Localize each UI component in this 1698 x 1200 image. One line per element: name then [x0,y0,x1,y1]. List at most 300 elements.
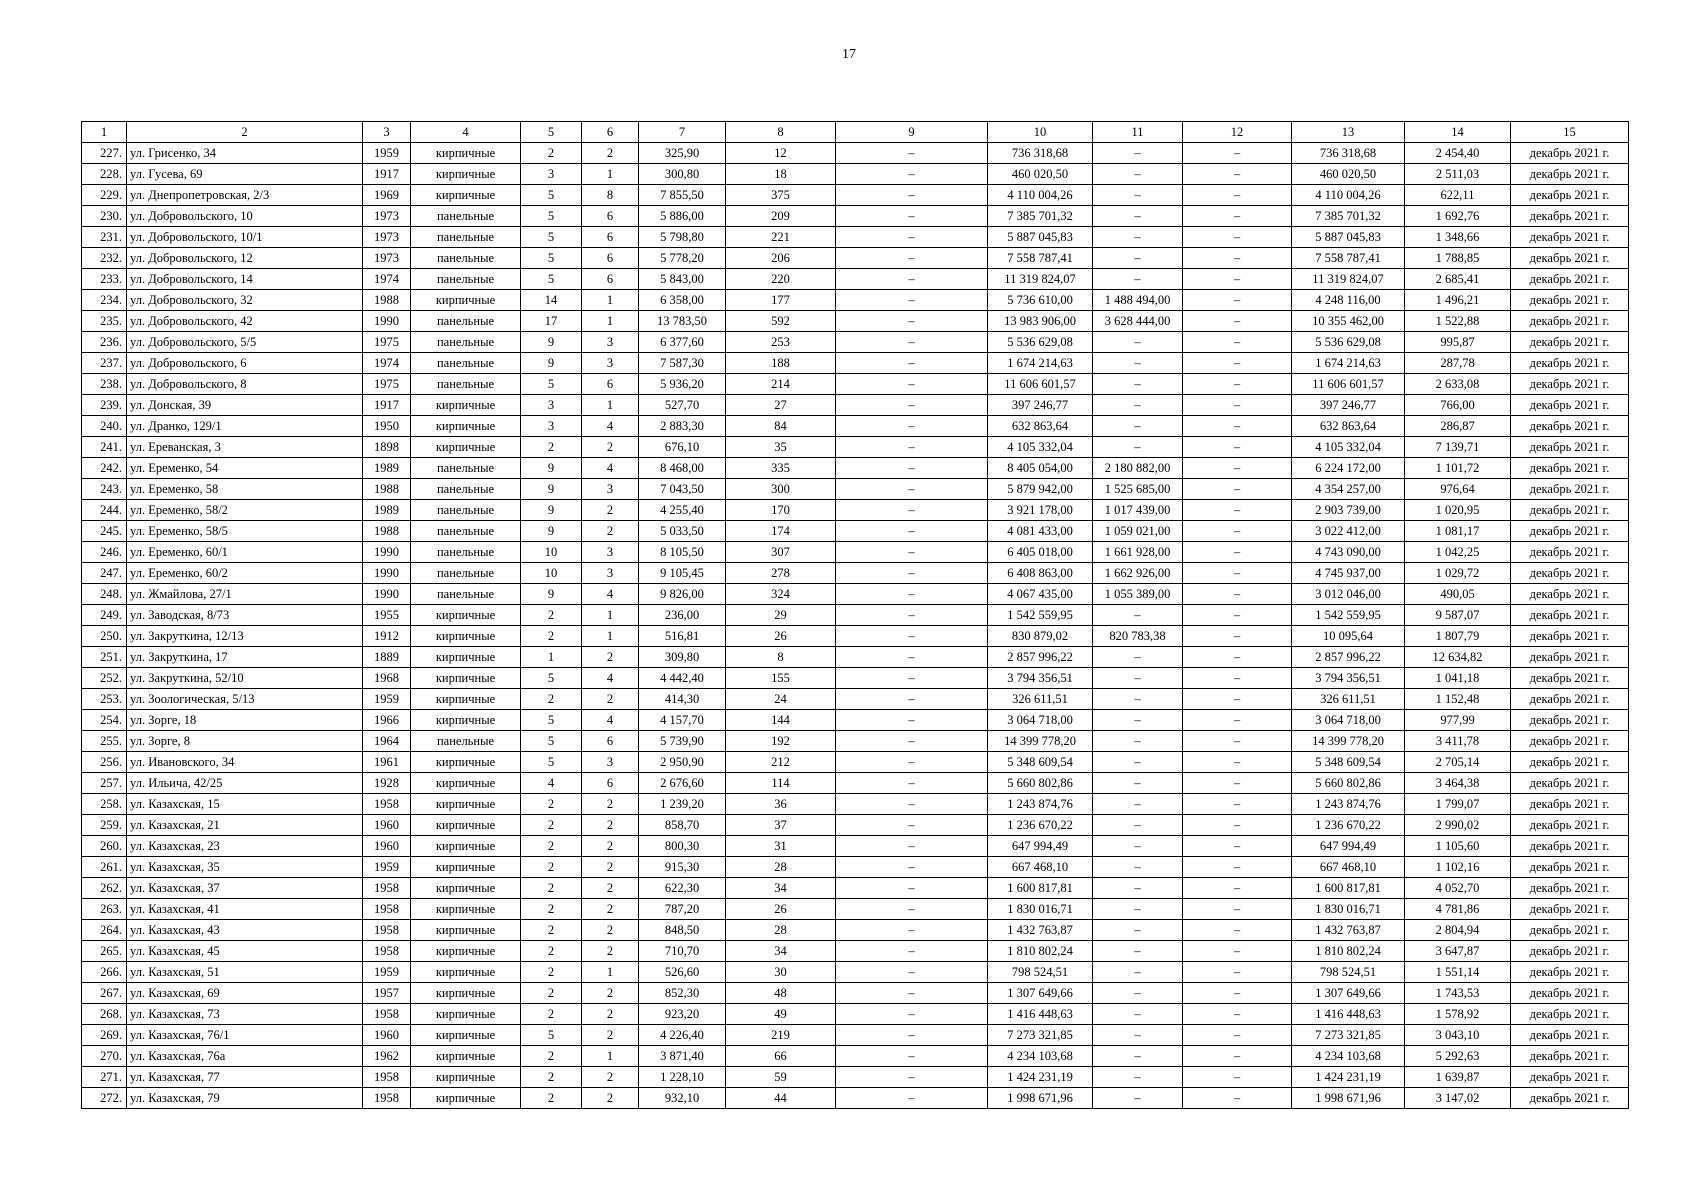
table-cell-col-14: 3 147,02 [1405,1088,1511,1109]
table-cell-col-11: – [1093,731,1183,752]
table-cell-col-6: 2 [582,521,639,542]
table-cell-col-5: 9 [521,353,582,374]
table-cell-col-8: 49 [726,1004,836,1025]
table-cell-col-13: 3 064 718,00 [1292,710,1405,731]
table-cell-col-3: 1959 [363,689,411,710]
table-cell-col-2: ул. Еременко, 58/2 [127,500,363,521]
table-cell-col-13: 10 355 462,00 [1292,311,1405,332]
table-cell-col-10: 1 236 670,22 [988,815,1093,836]
table-cell-col-15: декабрь 2021 г. [1511,1067,1629,1088]
table-cell-col-2: ул. Еременко, 54 [127,458,363,479]
table-cell-col-1: 271. [82,1067,127,1088]
table-cell-col-4: кирпичные [411,626,521,647]
table-cell-col-6: 1 [582,311,639,332]
table-cell-col-14: 1 496,21 [1405,290,1511,311]
table-cell-col-4: кирпичные [411,836,521,857]
table-cell-col-3: 1975 [363,374,411,395]
table-cell-col-6: 2 [582,920,639,941]
table-cell-col-14: 1 522,88 [1405,311,1511,332]
table-cell-col-8: 28 [726,857,836,878]
table-cell-col-11: 3 628 444,00 [1093,311,1183,332]
table-cell-col-10: 5 536 629,08 [988,332,1093,353]
table-cell-col-8: 28 [726,920,836,941]
table-cell-col-11: 820 783,38 [1093,626,1183,647]
table-cell-col-3: 1973 [363,227,411,248]
table-cell-col-13: 460 020,50 [1292,164,1405,185]
table-cell-col-13: 1 432 763,87 [1292,920,1405,941]
table-cell-col-6: 2 [582,647,639,668]
table-cell-col-13: 3 794 356,51 [1292,668,1405,689]
table-cell-col-15: декабрь 2021 г. [1511,332,1629,353]
table-cell-col-1: 240. [82,416,127,437]
table-row [82,899,1629,920]
table-cell-col-2: ул. Зорге, 8 [127,731,363,752]
table-cell-col-13: 326 611,51 [1292,689,1405,710]
table-row [82,311,1629,332]
table-cell-col-15: декабрь 2021 г. [1511,143,1629,164]
table-cell-col-14: 1 578,92 [1405,1004,1511,1025]
table-cell-col-15: декабрь 2021 г. [1511,290,1629,311]
table-cell-col-1: 229. [82,185,127,206]
table-cell-col-15: декабрь 2021 г. [1511,1046,1629,1067]
table-cell-col-11: 1 661 928,00 [1093,542,1183,563]
table-cell-col-7: 787,20 [639,899,726,920]
table-cell-col-7: 526,60 [639,962,726,983]
table-cell-col-14: 995,87 [1405,332,1511,353]
table-cell-col-3: 1928 [363,773,411,794]
table-cell-col-7: 325,90 [639,143,726,164]
table-cell-col-10: 3 064 718,00 [988,710,1093,731]
table-cell-col-12: – [1183,962,1292,983]
table-cell-col-4: кирпичные [411,1067,521,1088]
table-cell-col-10: 1 998 671,96 [988,1088,1093,1109]
table-cell-col-1: 250. [82,626,127,647]
table-cell-col-14: 1 152,48 [1405,689,1511,710]
table-cell-col-5: 5 [521,248,582,269]
table-cell-col-8: 212 [726,752,836,773]
table-cell-col-4: панельные [411,206,521,227]
table-cell-col-1: 234. [82,290,127,311]
table-cell-col-15: декабрь 2021 г. [1511,395,1629,416]
table-cell-col-5: 14 [521,290,582,311]
table-row [82,563,1629,584]
table-cell-col-8: 307 [726,542,836,563]
table-cell-col-13: 5 887 045,83 [1292,227,1405,248]
table-cell-col-6: 3 [582,542,639,563]
table-cell-col-1: 256. [82,752,127,773]
table-cell-col-12: – [1183,248,1292,269]
table-cell-col-2: ул. Добровольского, 8 [127,374,363,395]
table-cell-col-10: 736 318,68 [988,143,1093,164]
table-cell-col-5: 2 [521,983,582,1004]
table-cell-col-6: 2 [582,500,639,521]
table-cell-col-11: – [1093,185,1183,206]
table-cell-col-8: 66 [726,1046,836,1067]
table-cell-col-13: 1 416 448,63 [1292,1004,1405,1025]
table-cell-col-3: 1988 [363,521,411,542]
table-cell-col-1: 246. [82,542,127,563]
table-cell-col-1: 233. [82,269,127,290]
table-cell-col-1: 232. [82,248,127,269]
table-cell-col-11: 1 059 021,00 [1093,521,1183,542]
table-cell-col-15: декабрь 2021 г. [1511,962,1629,983]
table-cell-col-1: 239. [82,395,127,416]
table-cell-col-10: 830 879,02 [988,626,1093,647]
table-cell-col-4: панельные [411,227,521,248]
table-cell-col-5: 1 [521,647,582,668]
table-cell-col-7: 2 950,90 [639,752,726,773]
table-cell-col-5: 3 [521,164,582,185]
table-cell-col-6: 6 [582,206,639,227]
table-cell-col-3: 1989 [363,458,411,479]
table-cell-col-6: 2 [582,899,639,920]
table-cell-col-5: 5 [521,227,582,248]
table-cell-col-3: 1958 [363,1004,411,1025]
table-cell-col-5: 5 [521,731,582,752]
table-cell-col-14: 1 101,72 [1405,458,1511,479]
table-cell-col-7: 1 228,10 [639,1067,726,1088]
table-cell-col-12: – [1183,647,1292,668]
table-cell-col-6: 4 [582,416,639,437]
table-cell-col-9: – [836,962,988,983]
table-cell-col-11: 2 180 882,00 [1093,458,1183,479]
table-cell-col-2: ул. Казахская, 15 [127,794,363,815]
table-cell-col-12: – [1183,878,1292,899]
table-cell-col-10: 14 399 778,20 [988,731,1093,752]
table-cell-col-5: 9 [521,500,582,521]
table-cell-col-14: 1 692,76 [1405,206,1511,227]
table-cell-col-1: 260. [82,836,127,857]
table-cell-col-7: 527,70 [639,395,726,416]
table-cell-col-1: 261. [82,857,127,878]
table-cell-col-2: ул. Закруткина, 17 [127,647,363,668]
table-row [82,374,1629,395]
table-cell-col-7: 7 855,50 [639,185,726,206]
table-cell-col-9: – [836,920,988,941]
table-cell-col-7: 5 798,80 [639,227,726,248]
table-cell-col-9: – [836,164,988,185]
table-cell-col-12: – [1183,626,1292,647]
table-cell-col-8: 36 [726,794,836,815]
table-cell-col-7: 852,30 [639,983,726,1004]
table-cell-col-3: 1959 [363,962,411,983]
table-cell-col-10: 1 432 763,87 [988,920,1093,941]
table-cell-col-15: декабрь 2021 г. [1511,584,1629,605]
table-cell-col-12: – [1183,332,1292,353]
table-cell-col-9: – [836,227,988,248]
table-cell-col-13: 632 863,64 [1292,416,1405,437]
table-cell-col-7: 5 739,90 [639,731,726,752]
table-cell-col-7: 8 468,00 [639,458,726,479]
table-cell-col-15: декабрь 2021 г. [1511,920,1629,941]
table-cell-col-10: 5 879 942,00 [988,479,1093,500]
table-cell-col-7: 236,00 [639,605,726,626]
table-cell-col-15: декабрь 2021 г. [1511,794,1629,815]
table-cell-col-12: – [1183,1067,1292,1088]
table-cell-col-11: – [1093,437,1183,458]
table-cell-col-3: 1975 [363,332,411,353]
column-header-15: 15 [1511,122,1629,143]
table-row [82,815,1629,836]
table-cell-col-12: – [1183,500,1292,521]
table-cell-col-12: – [1183,983,1292,1004]
table-cell-col-4: кирпичные [411,983,521,1004]
table-cell-col-12: – [1183,227,1292,248]
table-cell-col-3: 1969 [363,185,411,206]
table-cell-col-10: 5 887 045,83 [988,227,1093,248]
table-cell-col-8: 375 [726,185,836,206]
table-cell-col-8: 35 [726,437,836,458]
table-cell-col-10: 6 405 018,00 [988,542,1093,563]
table-cell-col-7: 5 886,00 [639,206,726,227]
table-cell-col-11: – [1093,773,1183,794]
table-cell-col-15: декабрь 2021 г. [1511,668,1629,689]
table-cell-col-2: ул. Казахская, 73 [127,1004,363,1025]
table-cell-col-13: 647 994,49 [1292,836,1405,857]
table-cell-col-12: – [1183,794,1292,815]
table-row [82,941,1629,962]
table-cell-col-5: 17 [521,311,582,332]
table-cell-col-13: 1 307 649,66 [1292,983,1405,1004]
table-row [82,773,1629,794]
table-row [82,353,1629,374]
table-cell-col-1: 230. [82,206,127,227]
table-cell-col-6: 3 [582,353,639,374]
table-cell-col-11: – [1093,353,1183,374]
table-cell-col-5: 2 [521,794,582,815]
table-cell-col-4: панельные [411,584,521,605]
table-cell-col-4: панельные [411,332,521,353]
table-cell-col-6: 3 [582,332,639,353]
table-cell-col-15: декабрь 2021 г. [1511,1088,1629,1109]
table-cell-col-6: 2 [582,1025,639,1046]
table-cell-col-1: 237. [82,353,127,374]
table-cell-col-15: декабрь 2021 г. [1511,479,1629,500]
table-cell-col-5: 2 [521,815,582,836]
table-cell-col-9: – [836,521,988,542]
table-cell-col-12: – [1183,815,1292,836]
table-cell-col-12: – [1183,1004,1292,1025]
table-cell-col-6: 2 [582,143,639,164]
table-cell-col-12: – [1183,479,1292,500]
table-cell-col-13: 736 318,68 [1292,143,1405,164]
column-header-13: 13 [1292,122,1405,143]
table-cell-col-12: – [1183,689,1292,710]
table-cell-col-4: кирпичные [411,1088,521,1109]
table-row [82,500,1629,521]
table-cell-col-15: декабрь 2021 г. [1511,563,1629,584]
table-cell-col-7: 923,20 [639,1004,726,1025]
table-cell-col-6: 8 [582,185,639,206]
table-cell-col-3: 1958 [363,899,411,920]
table-cell-col-7: 5 936,20 [639,374,726,395]
table-cell-col-12: – [1183,374,1292,395]
column-header-3: 3 [363,122,411,143]
table-cell-col-12: – [1183,290,1292,311]
table-cell-col-11: 1 055 389,00 [1093,584,1183,605]
table-cell-col-6: 3 [582,479,639,500]
table-cell-col-2: ул. Казахская, 76а [127,1046,363,1067]
table-cell-col-12: – [1183,836,1292,857]
table-cell-col-6: 2 [582,815,639,836]
table-cell-col-3: 1990 [363,584,411,605]
table-cell-col-13: 798 524,51 [1292,962,1405,983]
table-cell-col-14: 3 043,10 [1405,1025,1511,1046]
table-cell-col-2: ул. Еременко, 58 [127,479,363,500]
table-cell-col-8: 37 [726,815,836,836]
table-cell-col-14: 2 511,03 [1405,164,1511,185]
table-row [82,1025,1629,1046]
table-cell-col-12: – [1183,542,1292,563]
table-cell-col-15: декабрь 2021 г. [1511,311,1629,332]
table-cell-col-6: 6 [582,731,639,752]
table-cell-col-7: 848,50 [639,920,726,941]
table-cell-col-13: 4 105 332,04 [1292,437,1405,458]
table-cell-col-3: 1973 [363,206,411,227]
table-row [82,395,1629,416]
table-cell-col-3: 1955 [363,605,411,626]
table-cell-col-5: 5 [521,206,582,227]
table-cell-col-8: 144 [726,710,836,731]
table-cell-col-2: ул. Казахская, 77 [127,1067,363,1088]
table-cell-col-6: 4 [582,584,639,605]
table-cell-col-14: 976,64 [1405,479,1511,500]
table-cell-col-8: 220 [726,269,836,290]
table-cell-col-4: панельные [411,353,521,374]
table-row [82,962,1629,983]
table-cell-col-7: 1 239,20 [639,794,726,815]
table-cell-col-7: 7 587,30 [639,353,726,374]
table-cell-col-2: ул. Ивановского, 34 [127,752,363,773]
table-cell-col-12: – [1183,899,1292,920]
table-row [82,983,1629,1004]
table-cell-col-13: 4 234 103,68 [1292,1046,1405,1067]
table-row [82,1004,1629,1025]
table-row [82,521,1629,542]
table-cell-col-13: 1 674 214,63 [1292,353,1405,374]
table-cell-col-14: 9 587,07 [1405,605,1511,626]
table-cell-col-6: 1 [582,290,639,311]
table-cell-col-2: ул. Казахская, 51 [127,962,363,983]
table-cell-col-1: 272. [82,1088,127,1109]
table-cell-col-15: декабрь 2021 г. [1511,248,1629,269]
table-cell-col-13: 1 998 671,96 [1292,1088,1405,1109]
table-row [82,605,1629,626]
table-cell-col-12: – [1183,773,1292,794]
table-cell-col-12: – [1183,563,1292,584]
table-cell-col-7: 2 883,30 [639,416,726,437]
table-cell-col-14: 622,11 [1405,185,1511,206]
table-cell-col-9: – [836,416,988,437]
table-cell-col-15: декабрь 2021 г. [1511,773,1629,794]
table-cell-col-1: 236. [82,332,127,353]
table-cell-col-4: кирпичные [411,395,521,416]
table-cell-col-9: – [836,437,988,458]
table-cell-col-9: – [836,374,988,395]
table-cell-col-9: – [836,626,988,647]
table-cell-col-8: 30 [726,962,836,983]
table-cell-col-3: 1974 [363,269,411,290]
table-cell-col-8: 12 [726,143,836,164]
table-cell-col-14: 2 705,14 [1405,752,1511,773]
table-cell-col-8: 214 [726,374,836,395]
table-cell-col-1: 249. [82,605,127,626]
table-cell-col-2: ул. Закруткина, 12/13 [127,626,363,647]
table-cell-col-6: 2 [582,1088,639,1109]
table-cell-col-11: – [1093,1004,1183,1025]
table-cell-col-7: 6 377,60 [639,332,726,353]
table-cell-col-8: 34 [726,941,836,962]
table-cell-col-13: 7 558 787,41 [1292,248,1405,269]
table-cell-col-12: – [1183,206,1292,227]
table-cell-col-14: 1 041,18 [1405,668,1511,689]
table-cell-col-7: 5 033,50 [639,521,726,542]
table-cell-col-1: 227. [82,143,127,164]
table-cell-col-8: 177 [726,290,836,311]
table-cell-col-14: 1 020,95 [1405,500,1511,521]
table-cell-col-6: 4 [582,458,639,479]
table-cell-col-3: 1973 [363,248,411,269]
table-row [82,836,1629,857]
table-cell-col-1: 248. [82,584,127,605]
table-cell-col-2: ул. Казахская, 79 [127,1088,363,1109]
table-cell-col-4: панельные [411,458,521,479]
table-cell-col-4: кирпичные [411,794,521,815]
table-cell-col-12: – [1183,1046,1292,1067]
table-cell-col-4: кирпичные [411,899,521,920]
table-cell-col-14: 977,99 [1405,710,1511,731]
table-cell-col-6: 1 [582,605,639,626]
table-cell-col-10: 5 348 609,54 [988,752,1093,773]
table-cell-col-5: 2 [521,836,582,857]
table-cell-col-1: 257. [82,773,127,794]
table-cell-col-13: 397 246,77 [1292,395,1405,416]
table-cell-col-6: 4 [582,668,639,689]
table-row [82,731,1629,752]
table-cell-col-9: – [836,1025,988,1046]
table-cell-col-9: – [836,1004,988,1025]
table-cell-col-15: декабрь 2021 г. [1511,899,1629,920]
table-cell-col-13: 1 243 874,76 [1292,794,1405,815]
table-cell-col-2: ул. Закруткина, 52/10 [127,668,363,689]
table-cell-col-6: 6 [582,773,639,794]
table-cell-col-8: 27 [726,395,836,416]
table-cell-col-7: 932,10 [639,1088,726,1109]
table-cell-col-7: 858,70 [639,815,726,836]
table-cell-col-8: 592 [726,311,836,332]
table-cell-col-13: 4 743 090,00 [1292,542,1405,563]
table-cell-col-6: 2 [582,941,639,962]
table-cell-col-4: кирпичные [411,857,521,878]
table-cell-col-1: 251. [82,647,127,668]
table-cell-col-11: – [1093,332,1183,353]
table-cell-col-5: 9 [521,332,582,353]
table-cell-col-1: 241. [82,437,127,458]
column-header-12: 12 [1183,122,1292,143]
table-cell-col-11: 1 525 685,00 [1093,479,1183,500]
table-cell-col-13: 2 857 996,22 [1292,647,1405,668]
table-cell-col-2: ул. Казахская, 21 [127,815,363,836]
table-cell-col-4: кирпичные [411,164,521,185]
table-row [82,668,1629,689]
table-cell-col-2: ул. Казахская, 35 [127,857,363,878]
table-cell-col-8: 278 [726,563,836,584]
table-cell-col-3: 1990 [363,311,411,332]
table-cell-col-13: 11 319 824,07 [1292,269,1405,290]
table-cell-col-1: 238. [82,374,127,395]
table-row [82,416,1629,437]
table-cell-col-9: – [836,647,988,668]
